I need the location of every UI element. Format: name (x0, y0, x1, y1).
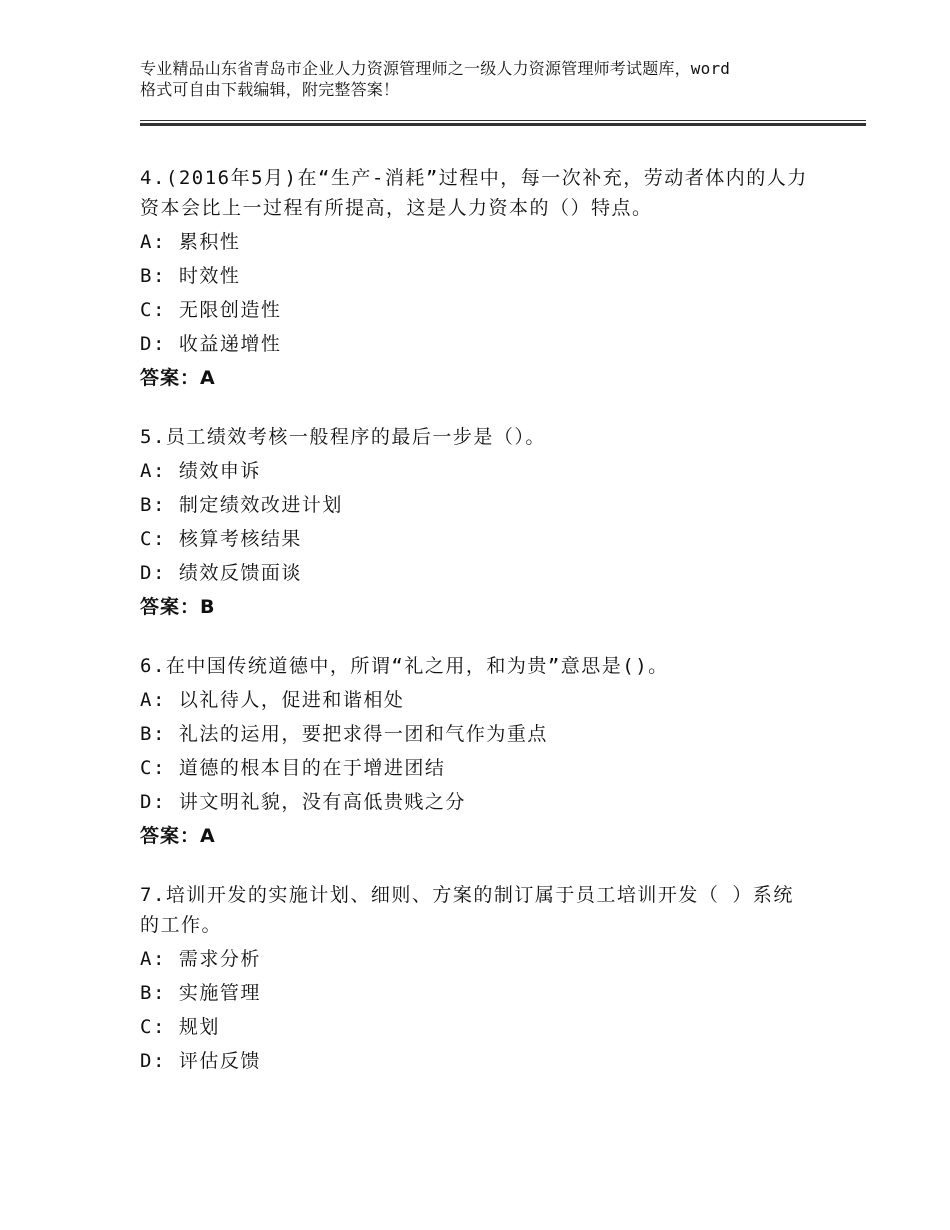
option-c: C: 规划 (140, 1016, 220, 1038)
header-divider-thick (140, 123, 866, 126)
option-a: A: 需求分析 (140, 948, 261, 970)
option-d: D: 评估反馈 (140, 1050, 261, 1072)
header-title-line-2: 格式可自由下载编辑，附完整答案！ (140, 80, 400, 99)
option-a: A: 以礼待人，促进和谐相处 (140, 689, 405, 711)
question-stem: 5.员工绩效考核一般程序的最后一步是（）。 (140, 426, 546, 448)
option-c: C: 无限创造性 (140, 299, 282, 321)
document-header (140, 58, 830, 100)
question-stem: 7.培训开发的实施计划、细则、方案的制订属于员工培训开发（ ）系统的工作。 (140, 884, 794, 936)
option-c: C: 道德的根本目的在于增进团结 (140, 757, 446, 779)
option-c: C: 核算考核结果 (140, 528, 302, 550)
answer-label: 答案：B (140, 596, 216, 618)
option-b: B: 礼法的运用，要把求得一团和气作为重点 (140, 723, 548, 745)
option-a: A: 累积性 (140, 231, 241, 253)
option-d: D: 收益递增性 (140, 333, 282, 355)
question-item (140, 880, 810, 1076)
option-d: D: 讲文明礼貌，没有高低贵贱之分 (140, 791, 466, 813)
option-a: A: 绩效申诉 (140, 460, 261, 482)
option-b: B: 时效性 (140, 265, 241, 287)
answer-label: 答案：A (140, 367, 216, 389)
question-item (140, 422, 810, 622)
question-item (140, 163, 810, 393)
option-d: D: 绩效反馈面谈 (140, 562, 302, 584)
question-item (140, 651, 810, 851)
header-divider-thin (140, 120, 866, 121)
question-list (140, 163, 810, 1105)
option-b: B: 制定绩效改进计划 (140, 494, 343, 516)
answer-label: 答案：A (140, 825, 216, 847)
question-stem: 4.(2016年5月)在“生产-消耗”过程中，每一次补充，劳动者体内的人力资本会比上一过程有所提高，这是人力资本的（）特点。 (140, 167, 808, 219)
option-b: B: 实施管理 (140, 982, 261, 1004)
header-title-line-1: 专业精品山东省青岛市企业人力资源管理师之一级人力资源管理师考试题库，word (140, 59, 731, 78)
question-stem: 6.在中国传统道德中，所谓“礼之用，和为贵”意思是()。 (140, 655, 669, 677)
